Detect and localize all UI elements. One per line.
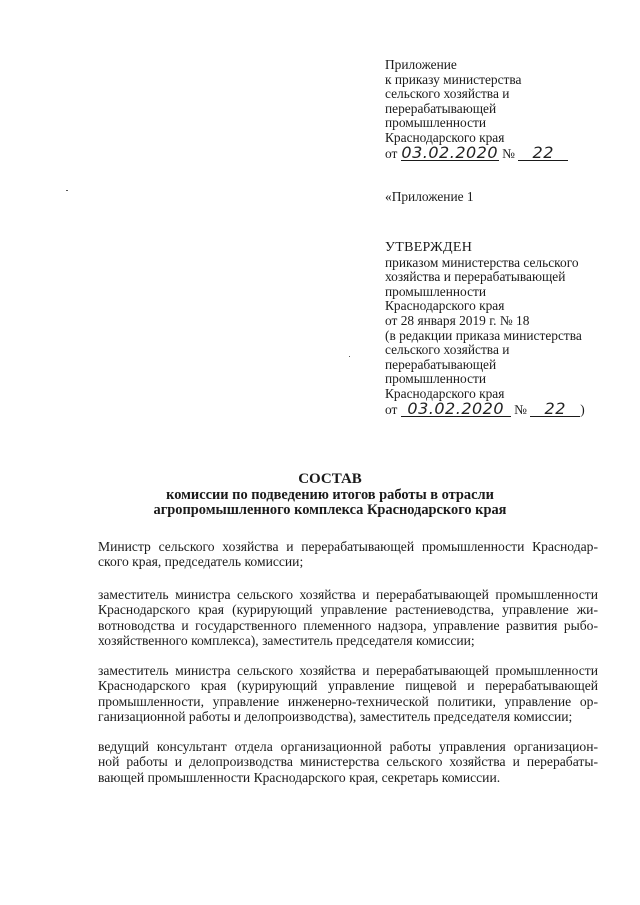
header-line: к приказу министерства (385, 71, 522, 87)
handwritten-date: 03.02.2020 (401, 402, 511, 417)
handwritten-number: 22 (518, 146, 568, 161)
title-line: агропромышленного комплекса Краснодарского края (153, 502, 507, 518)
paragraph-line: вотноводства и государственного племенного надзора, управление развития рыбо- (98, 617, 598, 633)
approved-line: промышленности (385, 371, 487, 387)
handwritten-number: 22 (530, 402, 580, 417)
approved-line: Краснодарского края (385, 385, 505, 401)
number-sign: № (502, 145, 515, 161)
header-line: Краснодарского края (385, 129, 505, 145)
header-line: перерабатывающей (385, 100, 497, 116)
member-paragraph (98, 739, 598, 785)
scan-speck (349, 356, 350, 357)
paragraph-line: Краснодарского края (курирующий управление пищевой и перерабатывающей (98, 678, 598, 694)
number-sign: № (514, 401, 527, 417)
paragraph-line: вающей промышленности Краснодарского края, секретарь комиссии. (98, 769, 501, 785)
paragraph-line: ганизационной работы и делопроизводства), заместитель председателя комиссии; (98, 708, 573, 724)
approved-line: от 28 января 2019 г. № 18 (385, 312, 530, 328)
title-line: комиссии по подведению итогов работы в отрасли (166, 486, 494, 503)
scan-speck (66, 190, 68, 191)
handwritten-date: 03.02.2020 (401, 142, 499, 162)
paragraph-line: ной работы и делопроизводства министерства сельского хозяйства и перерабаты- (98, 754, 598, 770)
paragraph-line: хозяйственного комплекса), заместитель председателя комиссии; (98, 632, 475, 648)
approved-line: приказом министерства сельского (385, 254, 579, 270)
member-paragraph (98, 539, 598, 570)
approved-line: промышленности (385, 283, 487, 299)
paragraph-line: Министр сельского хозяйства и перерабатывающей промышленности Краснодар- (98, 539, 598, 554)
date-prefix: от (385, 401, 398, 417)
approved-line: Краснодарского края (385, 298, 505, 314)
appendix-label: «Приложение 1 (385, 189, 474, 204)
header-line: промышленности (385, 115, 487, 131)
closing-paren: ) (580, 401, 585, 417)
member-paragraph (98, 663, 598, 724)
approved-line: перерабатывающей (385, 356, 497, 372)
attachment-header (385, 58, 630, 161)
header-line: Приложение (385, 57, 457, 72)
approved-date-line (385, 398, 630, 418)
header-date-line (385, 142, 630, 162)
approved-line: сельского хозяйства и (385, 342, 510, 358)
paragraph-line: ведущий консультант отдела организационной работы управления организацион- (98, 739, 598, 754)
paragraph-line: Краснодарского края (курирующий управление растениеводства, управление жи- (98, 602, 598, 618)
header-line: сельского хозяйства и (385, 86, 510, 102)
paragraph-line: промышленности, управление инженерно-технической политики, управление ор- (98, 693, 598, 709)
paragraph-line: ского края, председатель комиссии; (98, 554, 304, 570)
approved-heading: УТВЕРЖДЕН (385, 240, 473, 255)
title-line: СОСТАВ (298, 471, 362, 487)
appendix-label-block (385, 190, 630, 205)
approved-line: хозяйства и перерабатывающей (385, 269, 566, 285)
approved-block (385, 241, 630, 417)
approved-line: (в редакции приказа министерства (385, 327, 582, 343)
date-prefix: от (385, 145, 398, 161)
paragraph-line: заместитель министра сельского хозяйства и перерабатывающей промышленности (98, 587, 598, 602)
document-title (60, 472, 600, 519)
member-paragraph (98, 587, 598, 648)
paragraph-line: заместитель министра сельского хозяйства и перерабатывающей промышленности (98, 663, 598, 678)
